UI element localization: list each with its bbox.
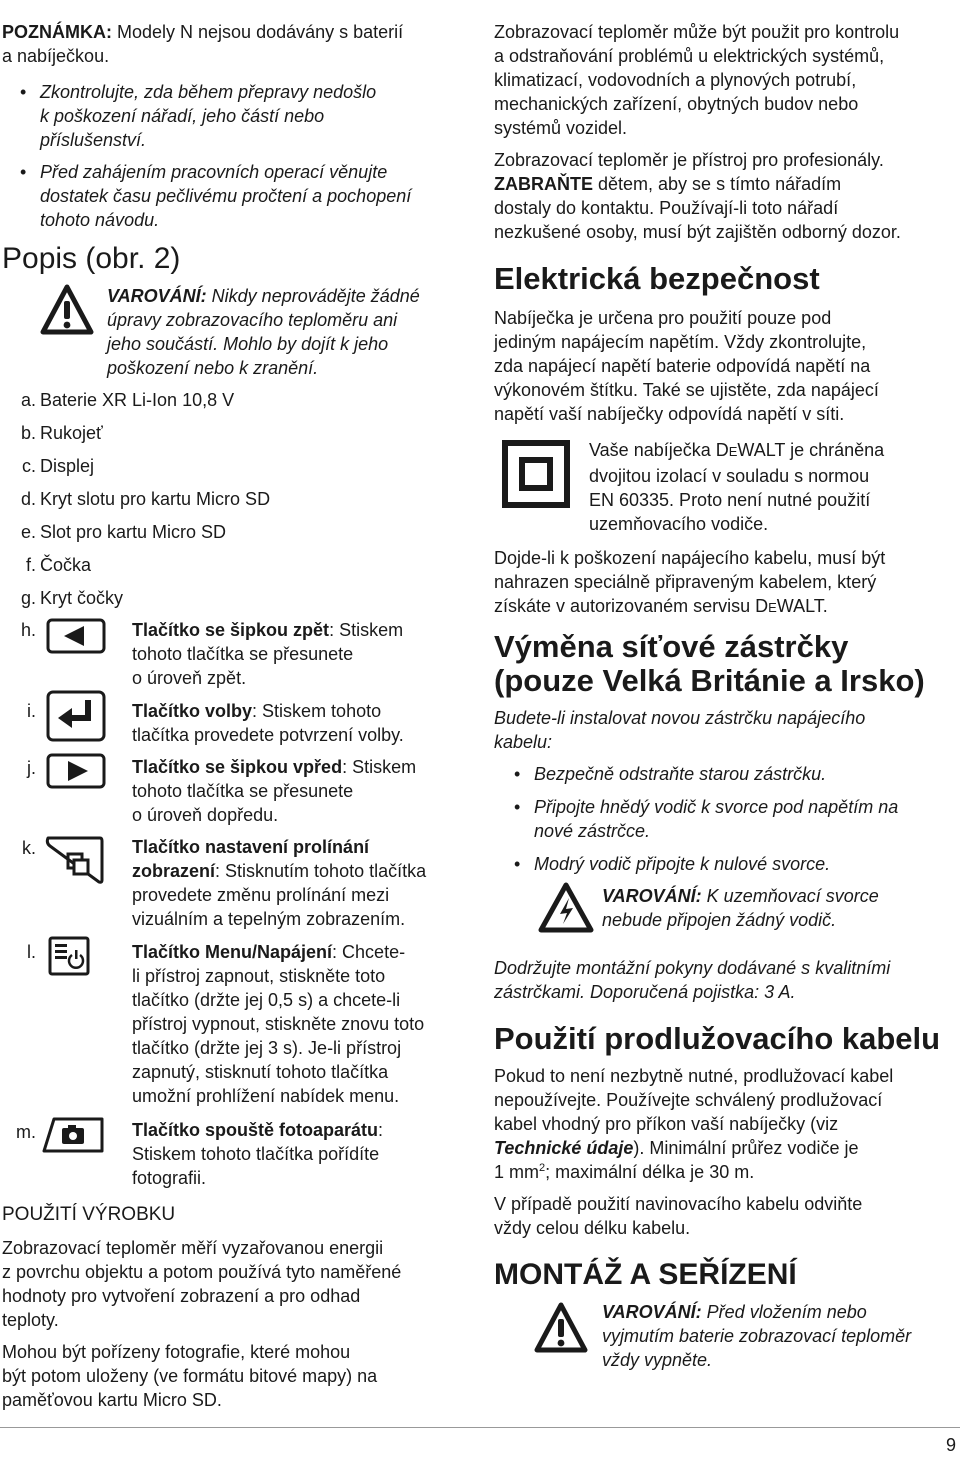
text-line: kabel vhodný pro příkon vaší nabíječky (viz	[494, 1114, 839, 1134]
desc-line: tlačítko (držte jej 3 s). Je-li přístroj	[132, 1038, 402, 1058]
back-arrow-button-icon	[46, 618, 106, 654]
plug-warning	[602, 884, 956, 932]
text-line: Dodržujte montážní pokyny dodávané s kvalitními	[494, 958, 891, 978]
page-number: 9	[945, 1435, 956, 1455]
electrical-paragraph	[494, 306, 956, 426]
assembly-warning	[602, 1300, 956, 1372]
warning-line: nebude připojen žádný vodič.	[602, 910, 837, 930]
bullet-line: Před zahájením pracovních operací věnujte	[40, 162, 388, 182]
desc-line: vizuálním a tepelným zobrazením.	[132, 909, 406, 929]
electrical-hazard-icon	[538, 882, 594, 934]
list-item	[0, 553, 470, 586]
warning-label: VAROVÁNÍ:	[602, 1302, 702, 1322]
text-line: zástrčkami. Doporučená pojistka: 3 A.	[494, 982, 796, 1002]
desc-line: tlačítka provedete potvrzení volby.	[132, 725, 404, 745]
text-line: nepoužívejte. Používejte schválený prodlužovací	[494, 1090, 883, 1110]
desc-line: :	[378, 1120, 384, 1140]
bullet-line: příslušenství.	[40, 130, 147, 150]
desc-line: li přístroj zapnout, stiskněte toto	[132, 966, 386, 986]
bullet-line: Zkontrolujte, zda během přepravy nedošlo	[40, 82, 377, 102]
button-title: Tlačítko Menu/Napájení	[132, 942, 333, 962]
warning-label: VAROVÁNÍ:	[107, 286, 207, 306]
text-line: napětí vaší nabíječky odpovídá napětí v síti.	[494, 404, 845, 424]
desc-line: Stiskem tohoto tlačítka pořídíte	[132, 1144, 380, 1164]
button-title: Tlačítko volby	[132, 701, 253, 721]
text-line: Nabíječka je určena pro použití pouze pod	[494, 308, 832, 328]
note-text-2: a nabíječkou.	[2, 46, 110, 66]
part-letter: d.	[20, 489, 36, 509]
parts-list	[0, 388, 470, 619]
text-line: Budete-li instalovat novou zástrčku napájecího	[494, 708, 866, 728]
desc-line: tohoto tlačítka se přesunete	[132, 781, 354, 801]
extension-paragraph-2	[494, 1192, 956, 1240]
desc-line: : Stiskem tohoto	[252, 701, 382, 721]
desc-line: provedete změnu prolínání mezi	[132, 885, 390, 905]
note-text: Modely N nejsou dodávány s baterií	[112, 22, 404, 42]
extension-paragraph	[494, 1064, 956, 1184]
text-line: WALT je chráněna	[737, 440, 885, 460]
desc-line: přístroj vypnout, stiskněte znovu toto	[132, 1014, 425, 1034]
part-letter: c.	[21, 456, 36, 476]
forward-arrow-button-icon	[46, 753, 106, 789]
heading-plug-replacement	[494, 630, 925, 698]
list-item	[534, 795, 956, 843]
footer-rule	[0, 1427, 960, 1428]
text-line: dvojitou izolací v souladu s normou	[589, 466, 870, 486]
part-text: Displej	[40, 456, 95, 476]
text-line: EN 60335. Proto není nutné použití	[589, 490, 871, 510]
text-line: teploty.	[2, 1310, 59, 1330]
warning-line: Před vložením nebo	[701, 1302, 867, 1322]
text-line: paměťovou kartu Micro SD.	[2, 1390, 222, 1410]
list-item	[0, 388, 470, 421]
bullet-line: k poškození nářadí, jeho částí nebo	[40, 106, 325, 126]
forward-button-desc	[132, 755, 472, 827]
list-item	[0, 487, 470, 520]
list-item	[0, 520, 470, 553]
bullet-line: Připojte hnědý vodič k svorce pod napětím na	[534, 797, 899, 817]
back-button-desc	[132, 618, 472, 690]
desc-line: fotografii.	[132, 1168, 207, 1188]
button-title: Tlačítko se šipkou vpřed	[132, 757, 343, 777]
warning-line: jeho součástí. Mohlo by dojít k jeho	[107, 334, 389, 354]
desc-line: : Stiskem	[342, 757, 417, 777]
button-letter: m.	[16, 1122, 36, 1142]
text-line: a odstraňování problémů u elektrických systémů,	[494, 46, 885, 66]
text-line: jediným napájecím napětím. Vždy zkontrolujte,	[494, 332, 867, 352]
text-line: vždy celou délku kabelu.	[494, 1218, 691, 1238]
warning-line: K uzemňovací svorce	[701, 886, 879, 906]
text-line: z povrchu objektu a potom používá tyto naměřené	[2, 1262, 402, 1282]
heading-extension-cable: Použití prodlužovacího kabelu	[494, 1021, 941, 1056]
usage-heading	[2, 1202, 175, 1227]
desc-line: tlačítko (držte jej 0,5 s) a chcete-li	[132, 990, 401, 1010]
text-line: klimatizací, vodovodních a plynových potrubí,	[494, 70, 857, 90]
blend-button-desc	[132, 835, 472, 931]
list-item	[534, 852, 956, 876]
text-line: hodnoty pro vytvoření zobrazení a pro odhad	[2, 1286, 361, 1306]
heading-line: (pouze Velká Británie a Irsko)	[494, 663, 925, 698]
button-letter: l.	[27, 942, 36, 962]
heading-electrical-safety: Elektrická bezpečnost	[494, 261, 820, 296]
warning-label: VAROVÁNÍ:	[602, 886, 702, 906]
text-line: získáte v autorizovaném servisu D	[494, 596, 769, 616]
plug-intro	[494, 706, 956, 754]
text-line: Zobrazovací teploměr měří vyzařovanou energii	[2, 1238, 384, 1258]
warning-text	[107, 284, 467, 380]
part-text: Kryt čočky	[40, 588, 124, 608]
list-item	[534, 762, 956, 786]
warning-line: poškození nebo k zranění.	[107, 358, 319, 378]
text-line: 1 mm	[494, 1162, 539, 1182]
button-letter: j.	[27, 758, 36, 778]
button-title: zobrazení	[132, 861, 216, 881]
cable-paragraph	[494, 546, 956, 620]
warning-triangle-icon	[534, 1302, 588, 1354]
usage-heading-text: POUŽITÍ VÝROBKU	[2, 1204, 176, 1225]
text-line: V případě použití navinovacího kabelu odviňte	[494, 1194, 863, 1214]
desc-line: tohoto tlačítka se přesunete	[132, 644, 354, 664]
bullet-line: nové zástrčce.	[534, 821, 651, 841]
camera-button-icon	[40, 1116, 106, 1154]
emphasis: ZABRAŇTE	[494, 174, 593, 194]
text-line: WALT.	[776, 596, 828, 616]
menu-power-button-desc	[132, 940, 472, 1108]
enter-button-icon	[46, 690, 106, 742]
warning-line: úpravy zobrazovacího teploměru ani	[107, 310, 398, 330]
desc-line: : Stiskem	[329, 620, 404, 640]
text-line: kabelu:	[494, 732, 553, 752]
list-item	[0, 454, 470, 487]
part-letter: g.	[20, 588, 36, 608]
desc-line: zapnutý, stisknutí tohoto tlačítka	[132, 1062, 389, 1082]
part-text: Baterie XR Li-Ion 10,8 V	[40, 390, 235, 410]
desc-line: o úroveň dopředu.	[132, 805, 279, 825]
brand-small-cap: E	[728, 444, 738, 459]
bullet-line: Bezpečně odstraňte starou zástrčku.	[534, 764, 827, 784]
desc-line: : Stisknutím tohoto tlačítka	[215, 861, 427, 881]
part-letter: f.	[25, 555, 36, 575]
part-letter: e.	[20, 522, 36, 542]
text-line: nahrazen speciálně připraveným kabelem, který	[494, 572, 877, 592]
bullet-line: tohoto návodu.	[40, 210, 160, 230]
part-letter: a.	[20, 390, 36, 410]
text-line: uzemňovacího vodiče.	[589, 514, 769, 534]
text-line: zda napájecí napětí baterie odpovídá napětí na	[494, 356, 871, 376]
list-item	[40, 80, 470, 152]
intro-paragraph-2	[494, 148, 956, 244]
heading-assembly: MONTÁŽ A SEŘÍZENÍ	[494, 1258, 797, 1291]
superscript: 2	[539, 1162, 546, 1174]
double-insulation-icon	[502, 440, 570, 508]
bullet-line: Modrý vodič připojte k nulové svorce.	[534, 854, 831, 874]
note-paragraph	[2, 20, 472, 68]
warning-triangle-icon	[40, 284, 94, 336]
heading-popis: Popis (obr. 2)	[2, 242, 181, 275]
heading-line: Výměna síťové zástrčky	[494, 629, 849, 664]
button-letter: h.	[20, 620, 36, 640]
part-text: Čočka	[40, 555, 92, 575]
list-item	[40, 160, 470, 232]
button-title: Tlačítko nastavení prolínání	[132, 837, 370, 857]
intro-paragraph-1	[494, 20, 956, 140]
warning-line: vždy vypněte.	[602, 1350, 713, 1370]
insulation-paragraph	[589, 438, 956, 536]
part-letter: b.	[20, 423, 36, 443]
text-line: výkonovém štítku. Také se ujistěte, zda napájecí	[494, 380, 879, 400]
plug-bullets	[534, 762, 956, 876]
text-line: Zobrazovací teploměr je přístroj pro profesionály.	[494, 150, 884, 170]
button-title: Tlačítko se šipkou zpět	[132, 620, 330, 640]
usage-paragraph-2	[2, 1340, 472, 1412]
blend-button-icon	[44, 834, 106, 888]
usage-paragraph-1	[2, 1236, 472, 1332]
warning-line: Nikdy neprovádějte žádné	[206, 286, 420, 306]
part-text: Kryt slotu pro kartu Micro SD	[40, 489, 271, 509]
desc-line: : Chcete-	[332, 942, 406, 962]
button-letter: i.	[27, 701, 36, 721]
text-line: Mohou být pořízeny fotografie, které mohou	[2, 1342, 351, 1362]
brand-small-cap: E	[768, 600, 777, 615]
desc-line: umožní prohlížení nabídek menu.	[132, 1086, 400, 1106]
text-line: ). Minimální průřez vodiče je	[633, 1138, 859, 1158]
note-label: POZNÁMKA:	[2, 22, 112, 42]
emphasis: Technické údaje	[494, 1138, 634, 1158]
text-line: mechanických zařízení, obytných budov nebo	[494, 94, 859, 114]
desc-line: o úroveň zpět.	[132, 668, 247, 688]
select-button-desc	[132, 699, 472, 747]
plug-note	[494, 956, 956, 1004]
text-line: ; maximální délka je 30 m.	[545, 1162, 755, 1182]
list-item	[0, 586, 470, 619]
part-text: Slot pro kartu Micro SD	[40, 522, 227, 542]
text-line: dětem, aby se s tímto nářadím	[593, 174, 842, 194]
warning-line: vyjmutím baterie zobrazovací teploměr	[602, 1326, 912, 1346]
list-item	[0, 421, 470, 454]
bullet-line: dostatek času pečlivému pročtení a pochopení	[40, 186, 412, 206]
text-line: Pokud to není nezbytně nutné, prodlužovací kabel	[494, 1066, 894, 1086]
text-line: dostaly do kontaktu. Používají-li toto nářadí	[494, 198, 839, 218]
intro-bullets	[40, 80, 470, 232]
text-line: Dojde-li k poškození napájecího kabelu, musí být	[494, 548, 886, 568]
text-line: systémů vozidel.	[494, 118, 628, 138]
text-line: být potom uloženy (ve formátu bitové mapy) na	[2, 1366, 378, 1386]
button-title: Tlačítko spouště fotoaparátu	[132, 1120, 379, 1140]
menu-power-button-icon	[48, 936, 90, 976]
text-line: nezkušené osoby, musí být zajištěn odborný dozor.	[494, 222, 901, 242]
text-line: Vaše nabíječka D	[589, 440, 729, 460]
text-line: Zobrazovací teploměr může být použit pro kontrolu	[494, 22, 900, 42]
button-letter: k.	[21, 838, 36, 858]
part-text: Rukojeť	[40, 423, 103, 443]
camera-button-desc	[132, 1118, 472, 1190]
